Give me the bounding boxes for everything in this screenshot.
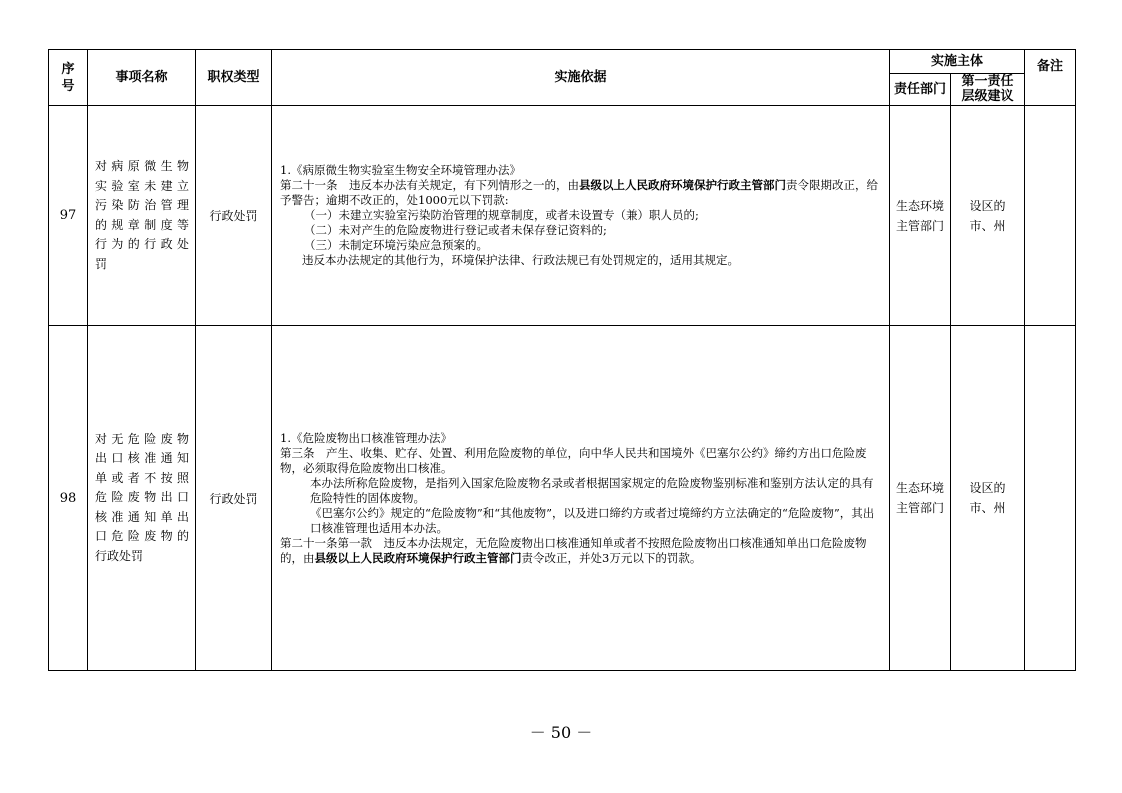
row-seq: 97 bbox=[49, 106, 88, 326]
header-dept: 责任部门 bbox=[890, 74, 951, 106]
row-item-name: 对无危险废物 出口核准通知 单或者不按照 危险废物出口 核准通知单出 口危险废物的 行政处罚 bbox=[88, 326, 196, 671]
row-power-type: 行政处罚 bbox=[196, 106, 272, 326]
row-seq: 98 bbox=[49, 326, 88, 671]
row-dept: 生态环境 主管部门 bbox=[890, 326, 951, 671]
header-item-name: 事项名称 bbox=[88, 50, 196, 106]
header-seq: 序号 bbox=[49, 50, 88, 106]
header-subject: 实施主体 bbox=[890, 50, 1025, 74]
row-power-type: 行政处罚 bbox=[196, 326, 272, 671]
header-power-type: 职权类型 bbox=[196, 50, 272, 106]
row-basis: 1.《危险废物出口核准管理办法》 第三条 产生、收集、贮存、处置、利用危险废物的单位，向中华人民共和国境外《巴塞尔公约》缔约方出口危险废物，必须取得危险废物出口核准。 本办法所称危险废物，是指列入国家危险废物名录或者根据国家规定的危险废物鉴别标准和鉴别方法认定的具有危险特性的固体废物。 《巴塞尔公约》规定的“危险废物”和“其他废物”，以及进口缔约方或者过境缔约方立法确定的“危险废物”，其出口核准管理也适用本办法。 第二十一条第一款 违反本办法规定，无危险废物出口核准通知单或者不按照危险废物出口核准通知单出口危险废物的，由县级以上人民政府环境保护行政主管部门责令改正，并处3万元以下的罚款。 bbox=[272, 326, 890, 671]
row-basis: 1.《病原微生物实验室生物安全环境管理办法》 第二十一条 违反本办法有关规定，有下列情形之一的，由县级以上人民政府环境保护行政主管部门责令限期改正，给予警告；逾期不改正的，处1000元以下罚款: （一）未建立实验室污染防治管理的规章制度，或者未设置专（兼）职人员的; （二）未对产生的危险废物进行登记或者未保存登记资料的; （三）未制定环境污染应急预案的。 违反本办法规定的其他行为，环境保护法律、行政法规已有处罚规定的，适用其规定。 bbox=[272, 106, 890, 326]
row-item-name: 对病原微生物 实验室未建立 污染防治管理 的规章制度等 行为的行政处 罚 bbox=[88, 106, 196, 326]
regulation-table bbox=[48, 49, 1076, 671]
table-row bbox=[49, 106, 1076, 326]
row-remarks bbox=[1025, 106, 1076, 326]
row-remarks bbox=[1025, 326, 1076, 671]
header-remarks: 备注 bbox=[1025, 50, 1076, 106]
header-basis: 实施依据 bbox=[272, 50, 890, 106]
row-dept: 生态环境 主管部门 bbox=[890, 106, 951, 326]
table-row bbox=[49, 326, 1076, 671]
row-level: 设区的 市、州 bbox=[951, 326, 1025, 671]
row-level: 设区的 市、州 bbox=[951, 106, 1025, 326]
page-number: － 50 － bbox=[529, 723, 593, 742]
header-level: 第一责任层级建议 bbox=[951, 74, 1025, 106]
